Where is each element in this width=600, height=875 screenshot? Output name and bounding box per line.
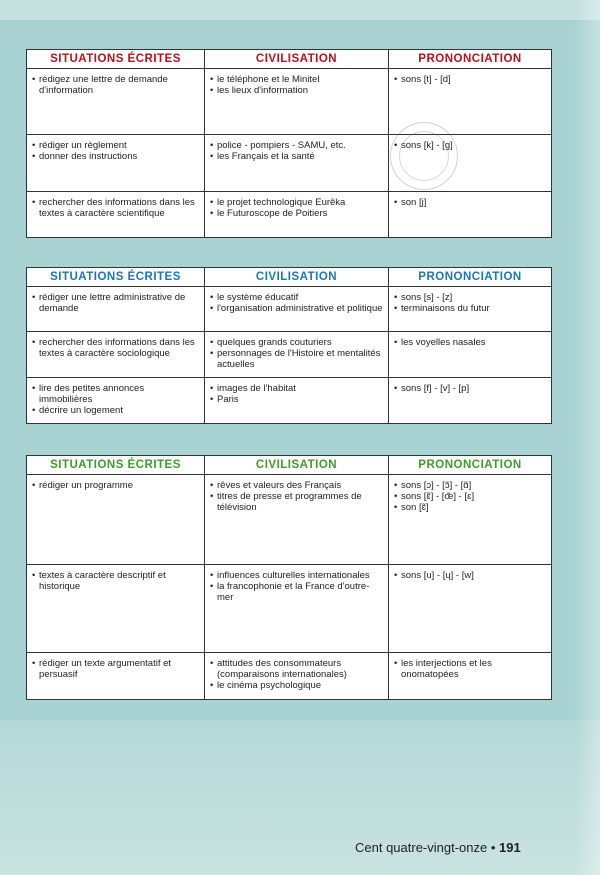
syllabus-table-2 — [26, 267, 552, 424]
table-cell: • sons [f] - [v] - [p] — [394, 383, 470, 394]
page-number: 191 — [499, 840, 521, 855]
table-cell: • images de l'habitat • Paris — [205, 378, 389, 423]
table-cell: • les voyelles nasales — [389, 332, 551, 378]
page-fold-shadow — [575, 0, 600, 875]
table-cell: • rédiger une lettre administrative de demande — [27, 287, 205, 332]
table-cell: • lire des petites annonces immobilières • décrire un logement — [27, 378, 205, 423]
syllabus-table-3 — [26, 455, 552, 700]
header-civilisation: CIVILISATION — [205, 50, 389, 69]
table-cell: • rechercher des informations dans les textes à caractère sociologique — [27, 332, 205, 378]
table-cell: • le système éducatif • l'organisation administrative et politique — [205, 287, 389, 332]
table-cell: • le projet technologique Eurêka • le Futuroscope de Poitiers — [205, 192, 389, 237]
table-cell: • textes à caractère descriptif et historique — [27, 565, 205, 653]
table-cell: • quelques grands couturiers • personnages de l'Histoire et mentalités actuelles — [205, 332, 389, 378]
table-cell: • les interjections et les onomatopées — [394, 658, 492, 680]
page-footer — [355, 840, 521, 855]
table-cell: • police - pompiers - SAMU, etc. • les Français et la santé — [205, 135, 389, 192]
header-situations-ecrites: SITUATIONS ÉCRITES — [27, 50, 205, 69]
table-cell: • le téléphone et le Minitel • les lieux d'information — [205, 69, 389, 135]
table-cell: • rédiger un texte argumentatif et persuasif — [27, 653, 205, 699]
header-prononciation: PRONONCIATION — [389, 268, 551, 287]
table-cell: • rédiger un programme — [27, 475, 205, 565]
library-stamp — [390, 122, 458, 190]
table-cell: • son [j] — [394, 197, 427, 208]
table-cell: • rédigez une lettre de demande d'information — [27, 69, 205, 135]
footer-text: Cent quatre-vingt-onze • — [355, 840, 496, 855]
table-cell: • sons [t] - [d] — [389, 69, 551, 135]
table-cell: • rédiger un règlement • donner des instructions — [27, 135, 205, 192]
table-cell: • sons [s] - [z] • terminaisons du futur — [389, 287, 551, 332]
table-cell: • sons [u] - [ɥ] - [w] — [389, 565, 551, 653]
header-prononciation: PRONONCIATION — [389, 50, 551, 69]
syllabus-table-1 — [26, 49, 552, 238]
table-cell: • sons [k] - [g] — [389, 135, 551, 192]
header-civilisation: CIVILISATION — [205, 268, 389, 287]
table-cell: • attitudes des consommateurs (comparaisons internationales) • le cinéma psychologique — [205, 653, 389, 699]
header-prononciation: PRONONCIATION — [389, 456, 551, 475]
header-civilisation: CIVILISATION — [205, 456, 389, 475]
header-situations-ecrites: SITUATIONS ÉCRITES — [27, 456, 205, 475]
table-cell: • sons [ɔ] - [ɔ̃] - [ɑ̃] • sons [ɛ̃] - [œ̃] - [ɛ] • son [ɛ̃] — [389, 475, 551, 565]
page-top-band — [0, 0, 600, 20]
header-situations-ecrites: SITUATIONS ÉCRITES — [27, 268, 205, 287]
table-cell: • rechercher des informations dans les textes à caractère scientifique — [27, 192, 205, 237]
table-cell: • influences culturelles internationales • la francophonie et la France d'outre-mer — [205, 565, 389, 653]
table-cell: • rêves et valeurs des Français • titres de presse et programmes de télévision — [205, 475, 389, 565]
